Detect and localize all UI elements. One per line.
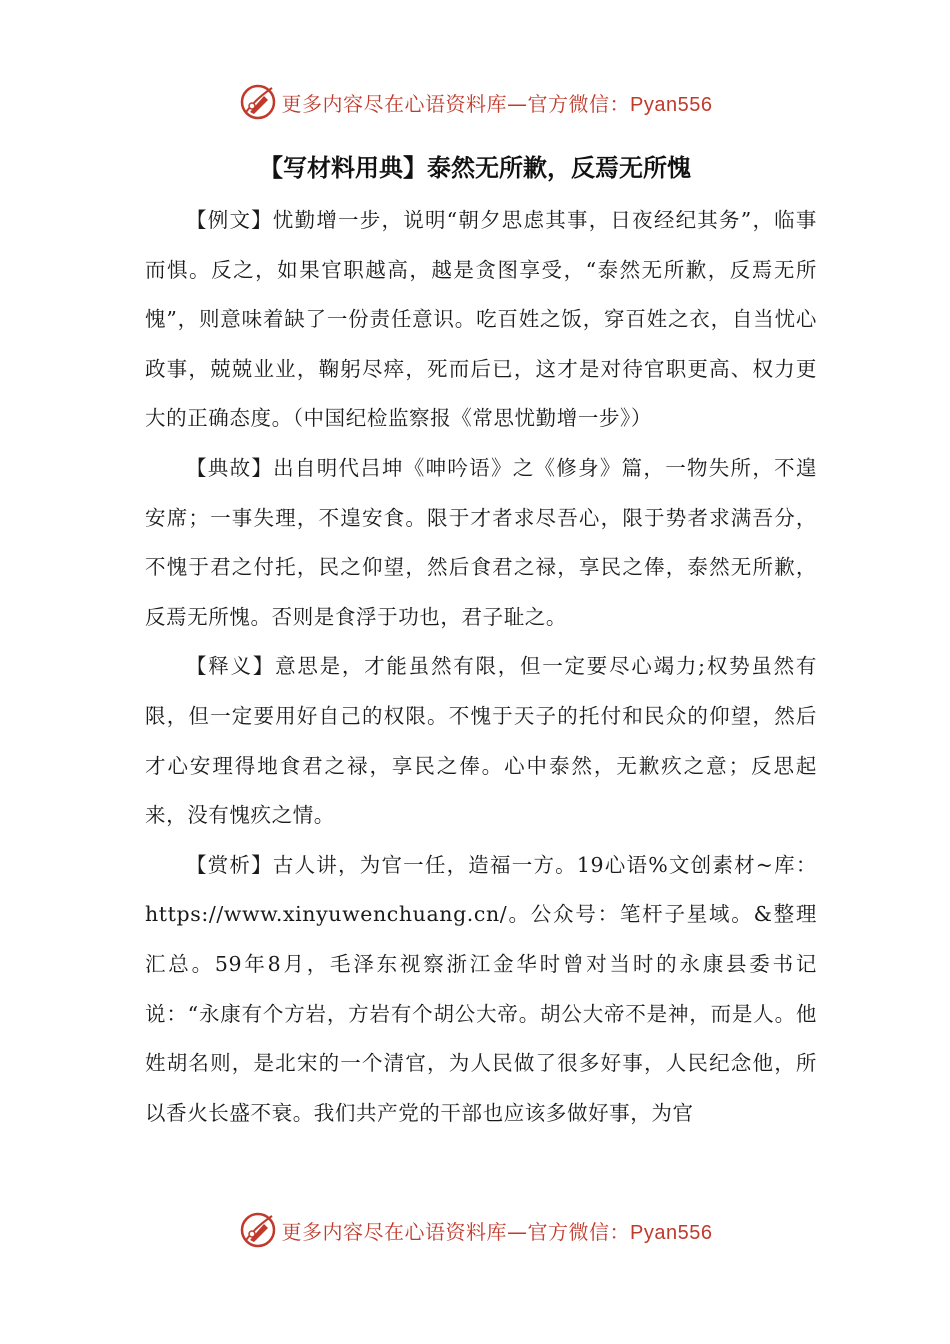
- document-title: 【写材料用典】泰然无所歉，反焉无所愧: [259, 154, 691, 182]
- banner-label: 更多内容尽在心语资料库—官方微信：: [281, 1219, 631, 1244]
- header-banner: [0, 80, 950, 124]
- paragraph-allusion: 【典故】出自明代吕坤《呻吟语》之《修身》篇，一物失所，不遑安席；一事失理，不遑安食。限于才者求尽吾心，限于势者求满吾分，不愧于君之付托，民之仰望，然后食君之禄，享民之俸，泰然无所歉，反焉无所愧。否则是食浮于功也，君子耻之。: [145, 455, 817, 629]
- banner-label: 更多内容尽在心语资料库—官方微信：: [281, 91, 631, 116]
- wechat-id: Pyan556: [630, 93, 713, 116]
- paragraph-meaning: 【释义】意思是，才能虽然有限，但一定要尽心竭力;权势虽然有限，但一定要用好自己的权限。不愧于天子的托付和民众的仰望，然后才心安理得地食君之禄，享民之俸。心中泰然，无歉疚之意；反思起来，没有愧疚之情。: [145, 654, 817, 828]
- paragraph-example: 【例文】忧勤增一步，说明“朝夕思虑其事，日夜经纪其务”，临事而惧。反之，如果官职越高，越是贪图享受，“泰然无所歉，反焉无所愧”，则意味着缺了一份责任意识。吃百姓之饭，穿百姓之衣，自当忧心政事，兢兢业业，鞠躬尽瘁，死而后已，这才是对待官职更高、权力更大的正确态度。（中国纪检监察报《常思忧勤增一步》）: [145, 208, 817, 431]
- pen-logo-icon: [238, 82, 278, 122]
- footer-banner: [0, 1208, 950, 1252]
- wechat-id: Pyan556: [630, 1221, 713, 1244]
- banner-text: [282, 1216, 713, 1245]
- pen-logo-icon: [238, 1210, 278, 1250]
- banner-text: [282, 88, 713, 117]
- document-body: [145, 196, 817, 1138]
- paragraph-appreciation: 【赏析】古人讲，为官一任，造福一方。19心语%文创素材~库：https://www.xinyuwenchuang.cn/。公众号：笔杆子星域。&整理汇总。59年8月，毛泽东视察浙江金华时曾对当时的永康县委书记说：“永康有个方岩，方岩有个胡公大帝。胡公大帝不是神，而是人。他姓胡名则，是北宋的一个清官，为人民做了很多好事，人民纪念他，所以香火长盛不衰。我们共产党的干部也应该多做好事，为官: [145, 852, 817, 1125]
